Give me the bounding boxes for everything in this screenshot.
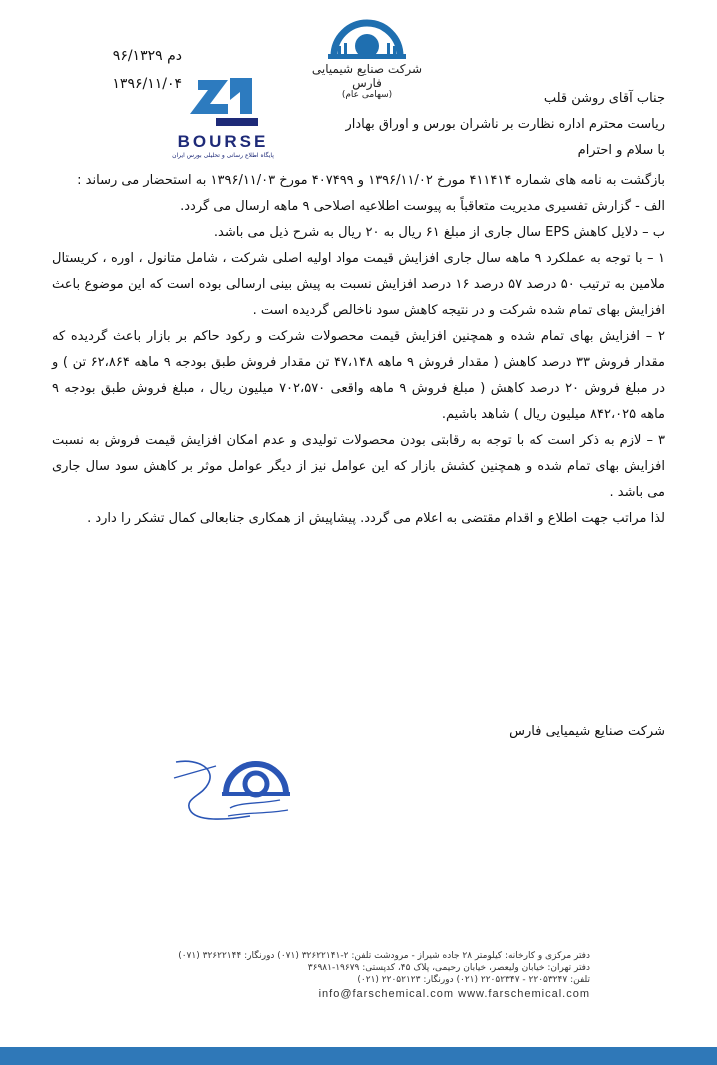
company-logo-type: (سهامی عام) — [341, 90, 393, 100]
reason-3: ۳ – لازم به ذکر است که با توجه به رقابتی بودن محصولات تولیدی و عدم امکان افزایش قیمت فروش به نسبت افزایش بهای تمام شده و همچنین کشش بازار که این عوامل نیز از دیگر عوامل موثر بر کاهش سود سال جاری می باشد . — [52, 433, 665, 500]
item-b: ب – دلایل کاهش EPS سال جاری از مبلغ ۶۱ ریال به ۲۰ ریال به شرح ذیل می باشد. — [213, 225, 665, 240]
recipient: جناب آقای روشن قلب — [543, 91, 665, 106]
stamp-icon — [170, 748, 300, 836]
company-stamp — [170, 748, 300, 836]
recipient-title: ریاست محترم اداره نظارت بر ناشران بورس و اوراق بهادار — [345, 117, 665, 132]
bourse-word: BOURSE — [177, 132, 269, 151]
letter-number: دم ۹۶/۱۳۲۹ — [112, 48, 182, 64]
company-logo-name: شرکت صنایع شیمیایی فارس — [311, 62, 423, 90]
footer — [140, 950, 590, 1000]
signature-company: شرکت صنایع شیمیایی فارس — [509, 724, 665, 739]
reason-1: ۱ – با توجه به عملکرد ۹ ماهه سال جاری افزایش قیمت مواد اولیه اصلی شرکت ، شامل متانول ، اوره ، کریستال ملامین به ترتیب ۵۰ درصد ۵۷ درصد ۱۶ درصد افزایش نسبت به پیش بینی ارسالی بوده است که این موضوع باعث افزایش بهای تمام شده شرکت و در نتیجه کاهش سود ناخالص گردیده است . — [52, 251, 665, 318]
intro-paragraph: بازگشت به نامه های شماره ۴۱۱۴۱۴ مورخ ۱۳۹۶/۱۱/۰۲ و ۴۰۷۴۹۹ مورخ ۱۳۹۶/۱۱/۰۳ به استحضار می رساند : — [77, 173, 665, 188]
footer-address-tehran: دفتر تهران: خیابان ولیعصر، خیابان رحیمی، پلاک ۴۵، کدپستی: ۱۹۶۷۹-۳۶۹۸۱ — [307, 963, 590, 973]
footer-bar — [0, 1047, 717, 1065]
company-emblem-icon — [324, 16, 410, 62]
footer-web: info@farschemical.com www.farschemical.com — [318, 988, 590, 1000]
reason-2: ۲ – افزایش بهای تمام شده و همچنین افزایش قیمت محصولات شرکت و رکود حاکم بر بازار باعث گردیده که مقدار فروش ۳۳ درصد کاهش ( مقدار فروش ۹ ماهه ۴۷،۱۴۸ تن مقدار فروش طبق بودجه ۹ ماهه ۶۲،۸۶۴ تن ) و در مبلغ فروش ۲۰ درصد کاهش ( مبلغ فروش ۹ ماهه واقعی ۷۰۲،۵۷۰ میلیون ریال ، مبلغ فروش طبق بودجه ۹ ماهه ۸۴۲،۰۲۵ میلیون ریال ) شاهد باشیم. — [52, 329, 665, 422]
bourse-caption: پایگاه اطلاع رسانی و تحلیلی بورس ایران — [172, 152, 274, 159]
closing-paragraph: لذا مراتب جهت اطلاع و اقدام مقتضی به اعلام می گردد. پیشاپیش از همکاری جنابعالی کمال تشکر را دارد . — [87, 511, 665, 526]
letter-date: ۱۳۹۶/۱۱/۰۴ — [112, 76, 182, 92]
item-a: الف - گزارش تفسیری مدیریت متعاقباً به پیوست اطلاعیه اصلاحی ۹ ماهه ارسال می گردد. — [180, 199, 665, 214]
letter-body — [52, 86, 665, 532]
footer-address-main: دفتر مرکزی و کارخانه: کیلومتر ۲۸ جاده شیراز - مرودشت تلفن: ۲-۳۲۶۲۲۱۴۱ (۰۷۱) دورنگار: ۳۲۶۲۲۱۴۴ (۰۷۱) — [178, 951, 590, 961]
footer-phone-tehran: تلفن: ۲۲۰۵۳۲۴۷ - ۲۲۰۵۲۳۴۷ (۰۲۱) دورنگار: ۲۲۰۵۲۱۲۳ (۰۲۱) — [357, 975, 590, 985]
signature-block — [150, 720, 665, 744]
greeting: با سلام و احترام — [577, 143, 665, 158]
